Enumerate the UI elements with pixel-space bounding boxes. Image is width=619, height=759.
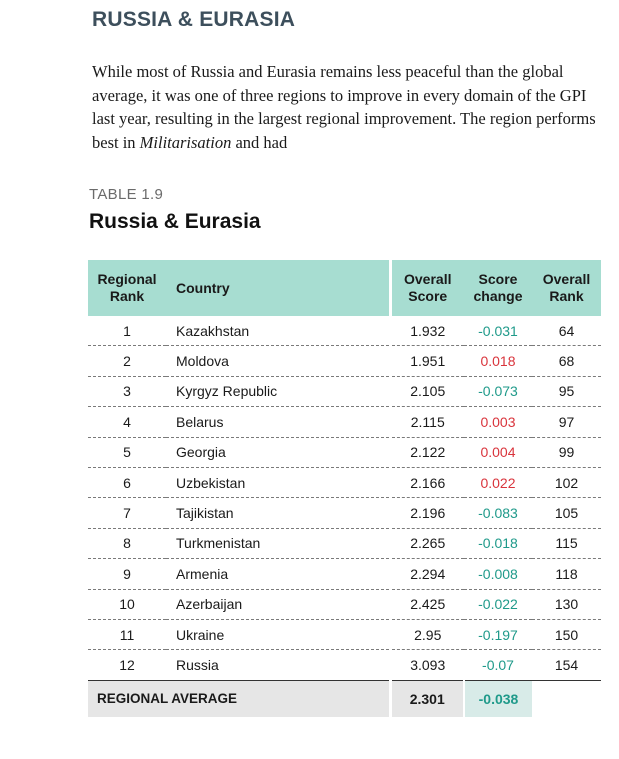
regional-rank-cell: 2 — [88, 346, 166, 376]
table-row — [88, 316, 601, 346]
score-change-cell: 0.003 — [464, 407, 532, 437]
regional-rank-cell: 10 — [88, 589, 166, 619]
overall-score-cell: 2.425 — [390, 589, 464, 619]
header-regional-rank: Regional Rank — [88, 260, 166, 316]
intro-paragraph — [92, 60, 607, 154]
table-row — [88, 498, 601, 528]
overall-rank-cell: 154 — [532, 650, 601, 680]
country-cell: Kazakhstan — [166, 316, 390, 346]
country-cell: Tajikistan — [166, 498, 390, 528]
overall-score-cell: 2.122 — [390, 437, 464, 467]
regional-rank-cell: 11 — [88, 619, 166, 649]
score-change-cell: -0.197 — [464, 619, 532, 649]
regional-rank-cell: 1 — [88, 316, 166, 346]
overall-rank-cell: 115 — [532, 528, 601, 558]
table-row — [88, 467, 601, 497]
regional-rank-cell: 9 — [88, 559, 166, 589]
regional-rank-cell: 6 — [88, 467, 166, 497]
overall-score-cell: 2.294 — [390, 559, 464, 589]
overall-rank-cell: 105 — [532, 498, 601, 528]
header-overall-score: Overall Score — [390, 260, 464, 316]
overall-score-cell: 2.196 — [390, 498, 464, 528]
overall-rank-cell: 68 — [532, 346, 601, 376]
header-country: Country — [166, 260, 390, 316]
score-change-cell: 0.022 — [464, 467, 532, 497]
score-change-cell: -0.022 — [464, 589, 532, 619]
overall-score-cell: 2.115 — [390, 407, 464, 437]
country-cell: Kyrgyz Republic — [166, 376, 390, 406]
country-cell: Ukraine — [166, 619, 390, 649]
regional-rank-cell: 8 — [88, 528, 166, 558]
table-row — [88, 528, 601, 558]
overall-score-cell: 3.093 — [390, 650, 464, 680]
header-overall-rank: Overall Rank — [532, 260, 601, 316]
table-row — [88, 376, 601, 406]
country-cell: Turkmenistan — [166, 528, 390, 558]
overall-rank-cell: 130 — [532, 589, 601, 619]
overall-score-cell: 2.166 — [390, 467, 464, 497]
overall-score-cell: 1.951 — [390, 346, 464, 376]
overall-rank-cell: 99 — [532, 437, 601, 467]
intro-text-part1: While most of Russia and Eurasia remains less peaceful than the global average, it was one of three regions to improve in every domain of the GPI last year, resulting in the largest regional improvement. The region performs best in — [92, 62, 596, 152]
table-row — [88, 346, 601, 376]
overall-rank-cell: 118 — [532, 559, 601, 589]
overall-rank-cell: 102 — [532, 467, 601, 497]
overall-rank-cell: 95 — [532, 376, 601, 406]
score-change-cell: -0.018 — [464, 528, 532, 558]
table-row — [88, 437, 601, 467]
overall-rank-cell: 64 — [532, 316, 601, 346]
overall-score-cell: 2.95 — [390, 619, 464, 649]
table-body — [88, 316, 601, 680]
intro-italic-term: Militarisation — [139, 132, 232, 152]
regional-average-change: -0.038 — [464, 680, 532, 717]
overall-score-cell: 2.105 — [390, 376, 464, 406]
table-row — [88, 559, 601, 589]
score-change-cell: 0.004 — [464, 437, 532, 467]
header-score-change: Score change — [464, 260, 532, 316]
overall-score-cell: 2.265 — [390, 528, 464, 558]
table-header-row — [88, 260, 601, 316]
rankings-table — [88, 260, 601, 717]
table-title: Russia & Eurasia — [89, 210, 261, 233]
overall-rank-cell: 97 — [532, 407, 601, 437]
overall-score-cell: 1.932 — [390, 316, 464, 346]
intro-text-part2: and had — [231, 132, 288, 152]
regional-rank-cell: 5 — [88, 437, 166, 467]
table-label: TABLE 1.9 — [89, 186, 164, 203]
regional-average-row — [88, 680, 601, 717]
regional-average-score: 2.301 — [390, 680, 464, 717]
overall-rank-cell: 150 — [532, 619, 601, 649]
regional-rank-cell: 12 — [88, 650, 166, 680]
country-cell: Armenia — [166, 559, 390, 589]
score-change-cell: -0.07 — [464, 650, 532, 680]
country-cell: Azerbaijan — [166, 589, 390, 619]
regional-rank-cell: 3 — [88, 376, 166, 406]
regional-average-label: REGIONAL AVERAGE — [88, 680, 390, 717]
regional-rank-cell: 4 — [88, 407, 166, 437]
country-cell: Georgia — [166, 437, 390, 467]
table-row — [88, 407, 601, 437]
country-cell: Russia — [166, 650, 390, 680]
country-cell: Belarus — [166, 407, 390, 437]
score-change-cell: -0.073 — [464, 376, 532, 406]
table-row — [88, 589, 601, 619]
score-change-cell: 0.018 — [464, 346, 532, 376]
score-change-cell: -0.083 — [464, 498, 532, 528]
regional-rank-cell: 7 — [88, 498, 166, 528]
table-row — [88, 619, 601, 649]
section-heading: RUSSIA & EURASIA — [92, 8, 296, 31]
score-change-cell: -0.008 — [464, 559, 532, 589]
regional-average-empty-cell — [532, 680, 601, 717]
score-change-cell: -0.031 — [464, 316, 532, 346]
country-cell: Uzbekistan — [166, 467, 390, 497]
table-row — [88, 650, 601, 680]
country-cell: Moldova — [166, 346, 390, 376]
